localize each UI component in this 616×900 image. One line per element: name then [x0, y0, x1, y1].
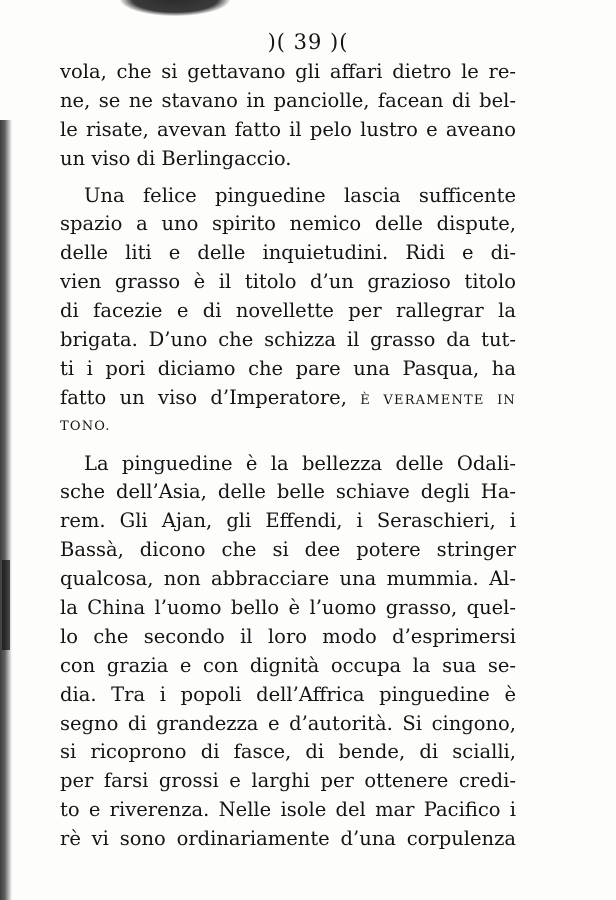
text-line: con grazia e con dignità occupa la sua se- [60, 653, 516, 677]
text-line: spazio a uno spirito nemico delle dispute, [60, 212, 516, 236]
page-edge-mark [2, 560, 10, 650]
paragraph [60, 182, 516, 442]
page-number: )( 39 )( [267, 30, 349, 54]
text-line: segno di grandezza e d’autorità. Si cingono, [60, 711, 516, 735]
text-line: TONO. [60, 418, 111, 434]
text-line: un viso di Berlingaccio. [60, 146, 292, 170]
body-text [60, 58, 516, 854]
page-gutter-shadow [0, 120, 12, 900]
text-line: per farsi grossi e larghi per ottenere credi- [60, 769, 516, 793]
text-line: delle liti e delle inquietudini. Ridi e di- [60, 241, 516, 265]
text-line: Una felice pinguedine lascia sufficente [84, 183, 516, 207]
text-line: brigata. D’uno che schizza il grasso da tut- [60, 328, 516, 352]
text-line: qualcosa, non abbracciare una mummia. Al- [60, 567, 516, 591]
text-line: ti i pori diciamo che pare una Pasqua, ha [60, 356, 516, 380]
text-line: lo che secondo il loro modo d’esprimersi [60, 624, 516, 648]
text-line: ne, se ne stavano in panciolle, facean di bel- [60, 88, 516, 112]
smallcaps-phrase: È VERAMENTE IN [360, 392, 516, 408]
text-line: rem. Gli Ajan, gli Effendi, i Seraschieri, i [60, 509, 516, 533]
text-line: le risate, avevan fatto il pelo lustro e aveano [60, 117, 516, 141]
text-line: sche dell’Asia, delle belle schiave degli Ha- [60, 480, 516, 504]
page-top-shadow [120, 0, 230, 16]
text-line: dia. Tra i popoli dell’Affrica pinguedine è [60, 682, 516, 706]
text-line: La pinguedine è la bellezza delle Odali- [84, 451, 516, 475]
paragraph [60, 450, 516, 854]
text-line: si ricoprono di fasce, di bende, di scialli, [60, 740, 516, 764]
paragraph [60, 58, 516, 174]
text-line: la China l’uomo bello è l’uomo grasso, quel- [60, 596, 516, 620]
text-fragment: fatto un viso d’Imperatore, [60, 385, 347, 409]
text-line: di facezie e di novellette per rallegrar la [60, 299, 516, 323]
text-line: Bassà, dicono che si dee potere stringer [60, 538, 516, 562]
text-line: rè vi sono ordinariamente d’una corpulenza [60, 827, 516, 851]
text-line: to e riverenza. Nelle isole del mar Pacifico i [60, 798, 516, 822]
text-line [60, 384, 516, 413]
text-line: vola, che si gettavano gli affari dietro le re- [60, 60, 516, 83]
text-line: vien grasso è il titolo d’un grazioso titolo [60, 270, 516, 294]
